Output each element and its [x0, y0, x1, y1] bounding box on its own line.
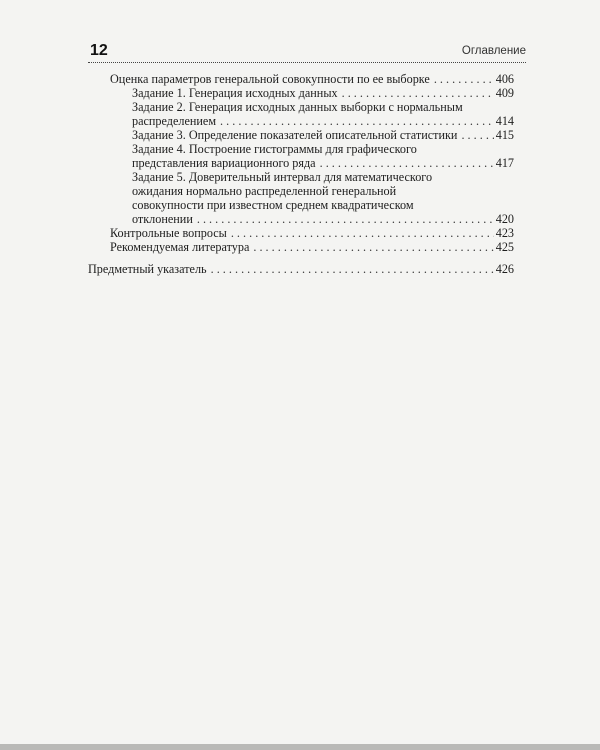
toc-entry-title-line: Задание 4. Построение гистограммы для графического	[132, 142, 417, 156]
toc-entry-page: 414	[495, 114, 514, 128]
toc-entry-title: Задание 3. Определение показателей описательной статистики	[132, 128, 458, 142]
running-title: Оглавление	[461, 45, 526, 57]
toc-entry-title-line: ожидания нормально распределенной генеральной	[132, 184, 397, 198]
toc-entry-title-line: Задание 2. Генерация исходных данных выборки с нормальным	[132, 100, 463, 114]
toc-entry-page: 423	[495, 226, 514, 240]
page-number: 12	[90, 42, 108, 59]
toc-entry-title: Рекомендуемая литература	[110, 240, 250, 254]
dot-leader	[461, 128, 493, 142]
toc-entry-title: Контрольные вопросы	[110, 226, 227, 240]
dot-leader	[197, 212, 494, 226]
dot-leader	[342, 86, 494, 100]
toc-entry-title-line: совокупности при известном среднем квадратическом	[132, 198, 414, 212]
toc-entry-page: 425	[495, 240, 514, 254]
toc-entry	[88, 72, 514, 86]
toc-entry-title: Предметный указатель	[88, 262, 207, 276]
table-of-contents	[88, 72, 514, 276]
toc-entry	[88, 262, 514, 276]
toc-entry-title-line: Задание 5. Доверительный интервал для математического	[132, 170, 433, 184]
dot-leader	[253, 240, 493, 254]
dot-leader	[320, 156, 494, 170]
toc-entry	[88, 86, 514, 100]
toc-entry	[88, 226, 514, 240]
toc-entry	[88, 142, 514, 170]
toc-entry-page: 426	[495, 262, 514, 276]
toc-entry-page: 415	[495, 128, 514, 142]
dot-leader	[231, 226, 494, 240]
dot-leader	[434, 72, 494, 86]
toc-entry-page: 417	[495, 156, 514, 170]
toc-entry-title: представления вариационного ряда	[132, 156, 316, 170]
toc-entry-page: 406	[495, 72, 514, 86]
toc-entry-title: Задание 1. Генерация исходных данных	[132, 86, 338, 100]
toc-entry-title: Оценка параметров генеральной совокупности по ее выборке	[110, 72, 430, 86]
toc-entry	[88, 100, 514, 128]
dot-leader	[220, 114, 494, 128]
toc-entry-title: распределением	[132, 114, 217, 128]
toc-entry	[88, 170, 514, 226]
toc-entry-page: 409	[495, 86, 514, 100]
scan-edge	[0, 744, 600, 750]
header-rule	[88, 62, 526, 63]
toc-entry	[88, 128, 514, 142]
toc-entry	[88, 240, 514, 254]
dot-leader	[211, 262, 494, 276]
toc-entry-page: 420	[495, 212, 514, 226]
page-header	[88, 42, 526, 64]
toc-entry-title: отклонении	[132, 212, 193, 226]
